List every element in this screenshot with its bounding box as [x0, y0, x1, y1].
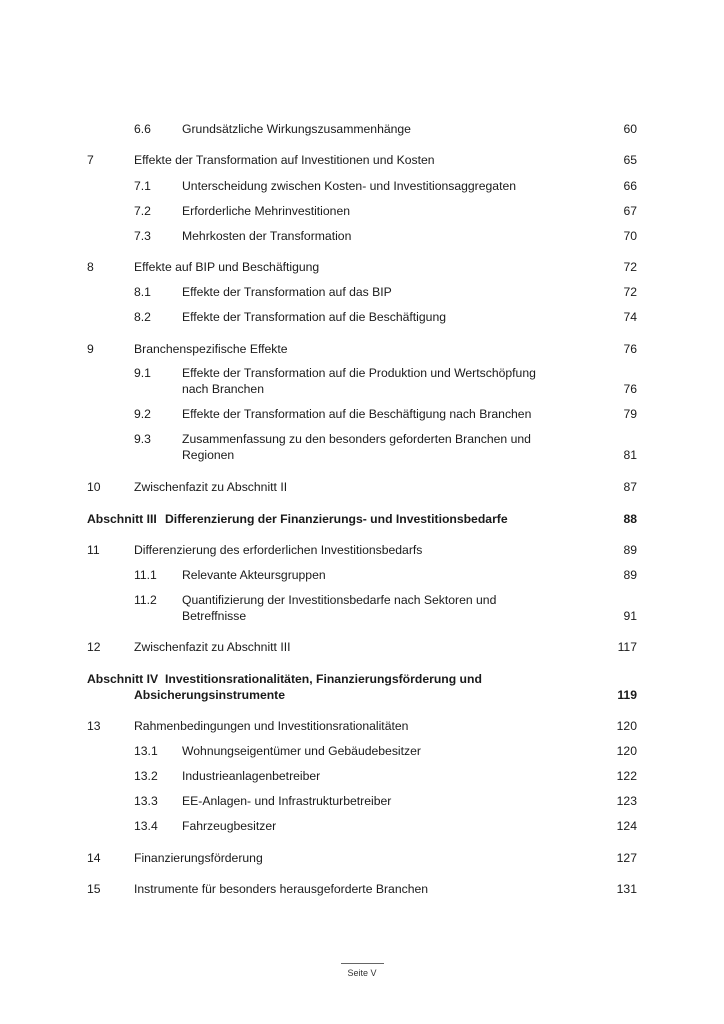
entry-number: 11.2 [134, 593, 157, 607]
entry-title: Effekte der Transformation auf die Beschäftigung [182, 310, 446, 324]
entry-page: 117 [617, 640, 637, 654]
entry-title-continuation: Betreffnisse [182, 609, 247, 623]
entry-page: 66 [623, 179, 637, 193]
entry-number: 13.3 [134, 794, 158, 808]
entry-title: Effekte der Transformation auf das BIP [182, 285, 392, 299]
entry-title: Zusammenfassung zu den besonders geforderten Branchen und [182, 432, 531, 446]
entry-page: 87 [623, 480, 637, 494]
entry-title: EE-Anlagen- und Infrastrukturbetreiber [182, 794, 392, 808]
entry-title: Effekte auf BIP und Beschäftigung [134, 260, 320, 274]
entry-number: 8.1 [134, 285, 151, 299]
entry-title: Zwischenfazit zu Abschnitt III [134, 640, 291, 654]
page-footer: Seite V [347, 968, 377, 978]
entry-page: 79 [623, 407, 637, 421]
entry-page: 89 [623, 568, 637, 582]
entry-page: 70 [623, 229, 637, 243]
section-title: Differenzierung der Finanzierungs- und Investitionsbedarfe [165, 512, 508, 526]
entry-title: Effekte der Transformation auf Investitionen und Kosten [134, 153, 435, 167]
footer-divider [341, 963, 384, 964]
entry-title: Zwischenfazit zu Abschnitt II [134, 480, 288, 494]
entry-title: Quantifizierung der Investitionsbedarfe nach Sektoren und [182, 593, 497, 607]
section-label: Abschnitt IV [87, 672, 159, 686]
entry-title-continuation: Regionen [182, 448, 235, 462]
entry-page: 123 [616, 794, 637, 808]
entry-page: 91 [623, 609, 637, 623]
entry-page: 72 [623, 285, 637, 299]
entry-title: Effekte der Transformation auf die Produktion und Wertschöpfung [182, 366, 536, 380]
entry-title: Grundsätzliche Wirkungszusammenhänge [182, 122, 411, 136]
entry-number: 8 [87, 260, 94, 274]
entry-page: 122 [616, 769, 637, 783]
entry-page: 76 [623, 382, 637, 396]
entry-number: 9.2 [134, 407, 151, 421]
entry-title: Fahrzeugbesitzer [182, 819, 277, 833]
entry-number: 13.4 [134, 819, 158, 833]
entry-number: 14 [87, 851, 101, 865]
entry-page: 120 [616, 719, 637, 733]
entry-title: Finanzierungsförderung [134, 851, 263, 865]
entry-number: 9 [87, 342, 94, 356]
entry-number: 7.2 [134, 204, 151, 218]
entry-title: Rahmenbedingungen und Investitionsrationalitäten [134, 719, 409, 733]
entry-number: 12 [87, 640, 101, 654]
entry-title: Erforderliche Mehrinvestitionen [182, 204, 350, 218]
section-title: Investitionsrationalitäten, Finanzierungsförderung und [165, 672, 482, 686]
entry-number: 11.1 [134, 568, 157, 582]
entry-page: 65 [623, 153, 637, 167]
entry-number: 6.6 [134, 122, 151, 136]
entry-page: 124 [616, 819, 637, 833]
entry-number: 11 [87, 543, 100, 557]
entry-number: 9.1 [134, 366, 151, 380]
entry-page: 119 [617, 688, 637, 702]
entry-title-continuation: nach Branchen [182, 382, 264, 396]
entry-page: 72 [623, 260, 637, 274]
entry-page: 88 [623, 512, 637, 526]
entry-title: Effekte der Transformation auf die Beschäftigung nach Branchen [182, 407, 532, 421]
entry-page: 60 [623, 122, 637, 136]
entry-number: 13.1 [134, 744, 158, 758]
entry-page: 74 [623, 310, 637, 324]
entry-number: 7 [87, 153, 94, 167]
entry-page: 89 [623, 543, 637, 557]
entry-number: 13.2 [134, 769, 158, 783]
entry-page: 120 [616, 744, 637, 758]
entry-title: Wohnungseigentümer und Gebäudebesitzer [182, 744, 421, 758]
entry-number: 13 [87, 719, 101, 733]
entry-title: Differenzierung des erforderlichen Investitionsbedarfs [134, 543, 423, 557]
entry-number: 8.2 [134, 310, 151, 324]
entry-title: Instrumente für besonders herausgeforderte Branchen [134, 882, 429, 896]
entry-title: Mehrkosten der Transformation [182, 229, 352, 243]
entry-title: Industrieanlagenbetreiber [182, 769, 321, 783]
entry-page: 67 [623, 204, 637, 218]
entry-title: Unterscheidung zwischen Kosten- und Investitionsaggregaten [182, 179, 517, 193]
entry-number: 10 [87, 480, 101, 494]
entry-page: 81 [623, 448, 637, 462]
entry-number: 15 [87, 882, 101, 896]
section-title-continuation: Absicherungsinstrumente [134, 688, 286, 702]
entry-page: 76 [623, 342, 637, 356]
entry-page: 127 [616, 851, 637, 865]
entry-page: 131 [616, 882, 637, 896]
entry-number: 7.3 [134, 229, 151, 243]
entry-title: Branchenspezifische Effekte [134, 342, 288, 356]
section-label: Abschnitt III [87, 512, 157, 526]
entry-number: 9.3 [134, 432, 151, 446]
entry-title: Relevante Akteursgruppen [182, 568, 326, 582]
entry-number: 7.1 [134, 179, 151, 193]
